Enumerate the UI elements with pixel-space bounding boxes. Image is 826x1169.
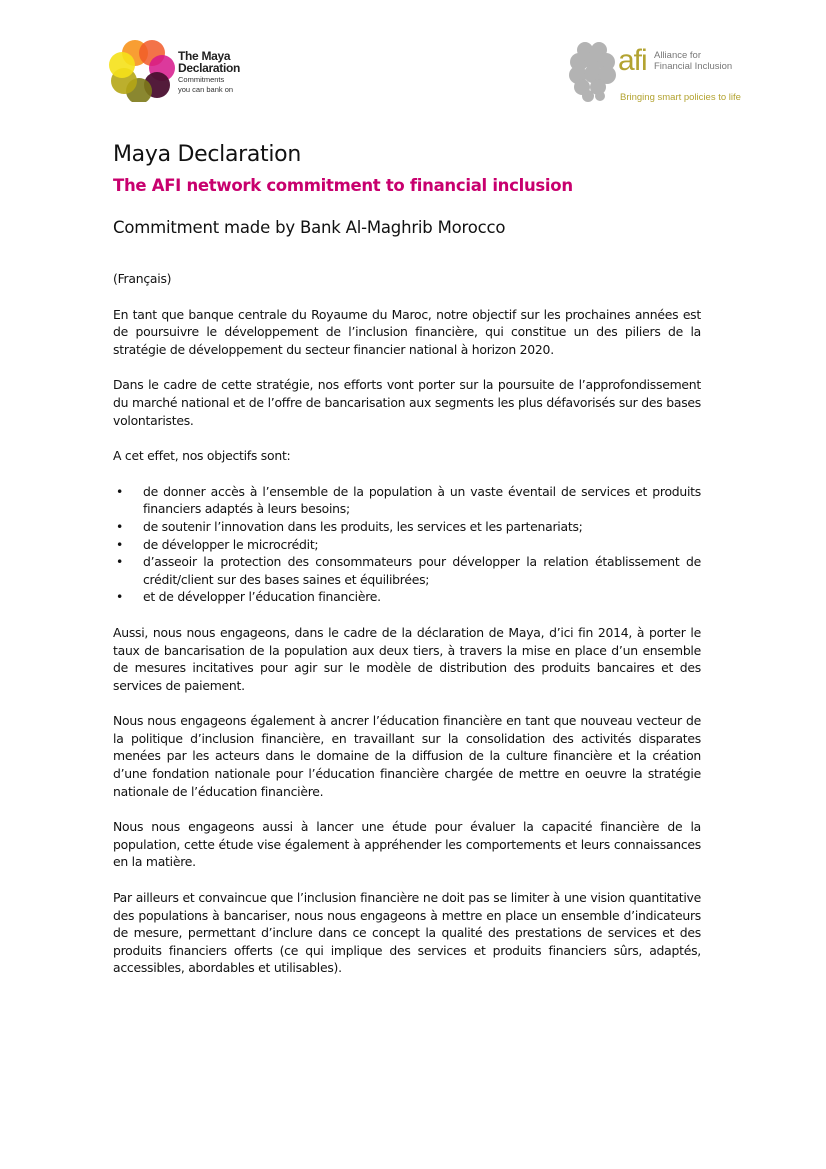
- maya-logo-title-1: The Maya: [178, 49, 231, 63]
- paragraph: Nous nous engageons aussi à lancer une étude pour évaluer la capacité financière de la population, cette étude vise également à appréhender les comportements et leurs connaissances en la matière.: [113, 819, 701, 870]
- bullet-icon: •: [116, 483, 124, 499]
- afi-wordmark: afi: [618, 44, 647, 77]
- bullet-icon: •: [116, 518, 124, 534]
- afi-logo: [568, 40, 758, 106]
- paragraph: Par ailleurs et convaincue que l’inclusion financière ne doit pas se limiter à une vision quantitative des populations à bancariser, nous nous engageons à mettre en place un ensemble d’indicateurs de mesure, permettant d’inclure dans ce concept la qualité des prestations de services et des produits financiers offerts (ce qui implique des services et produits financiers sûrs, adaptés, accessibles, abordables et utilisables).: [113, 890, 701, 976]
- bullet-icon: •: [116, 554, 124, 570]
- paragraph: Nous nous engageons également à ancrer l’éducation financière en tant que nouveau vecteur de la politique d’inclusion financière, en travaillant sur la consolidation des activités disparates menées par les acteurs dans le domaine de la diffusion de la culture financière et la création d’une fondation nationale pour l’éducation financière chargée de mettre en oeuvre la stratégie nationale de l’éducation financière.: [113, 713, 701, 799]
- list-item: [116, 553, 701, 588]
- commitment-heading: Commitment made by Bank Al-Maghrib Morocco: [113, 218, 506, 237]
- afi-name-line-2: Financial Inclusion: [654, 61, 733, 72]
- list-item-text: de développer le microcrédit;: [143, 536, 319, 552]
- bullet-icon: •: [116, 589, 124, 605]
- list-item-text: et de développer l’éducation financière.: [143, 589, 381, 605]
- maya-logo-sub-2: you can bank on: [178, 85, 234, 94]
- afi-tagline: Bringing smart policies to life: [620, 92, 741, 103]
- document-body: [113, 140, 701, 977]
- list-item: [116, 536, 701, 554]
- list-item: [116, 483, 701, 518]
- paragraph: En tant que banque centrale du Royaume du Maroc, notre objectif sur les prochaines années est de poursuivre le développement de l’inclusion financière, qui constitue un des piliers de la stratégie de développement du secteur financier national à horizon 2020.: [113, 306, 701, 357]
- paragraph: Aussi, nous nous engageons, dans le cadre de la déclaration de Maya, d’ici fin 2014, à porter le taux de bancarisation de la population aux deux tiers, à travers la mise en place d’un ensemble de mesures incitatives pour agir sur le modèle de distribution des produits bancaires et des services de paiement.: [113, 624, 701, 693]
- document-title: Maya Declaration: [113, 142, 301, 167]
- maya-flower-icon: [108, 38, 178, 102]
- afi-name-line-1: Alliance for: [654, 50, 701, 61]
- list-item-text: de soutenir l’innovation dans les produits, les services et les partenariats;: [143, 518, 583, 534]
- paragraph: A cet effet, nos objectifs sont:: [113, 448, 291, 464]
- paragraph: Dans le cadre de cette stratégie, nos efforts vont porter sur la poursuite de l’approfondissement du marché national et de l’offre de bancarisation aux segments les plus défavorisés sur des bases volontaristes.: [113, 377, 701, 428]
- maya-logo-sub-1: Commitments: [178, 75, 225, 84]
- list-item-text: d’asseoir la protection des consommateurs pour développer la relation établissement de crédit/client sur des bases saines et équilibrées;: [143, 554, 701, 587]
- bullet-icon: •: [116, 536, 124, 552]
- list-item-text: de donner accès à l’ensemble de la population à un vaste éventail de services et produits financiers adaptés à leurs besoins;: [143, 483, 701, 517]
- objectives-list: [113, 483, 701, 606]
- document-subtitle: The AFI network commitment to financial inclusion: [113, 176, 573, 195]
- language-label: (Français): [113, 271, 172, 286]
- maya-declaration-logo: [108, 38, 248, 102]
- afi-name: [654, 50, 732, 72]
- maya-logo-title-2: Declaration: [178, 61, 241, 75]
- list-item: [116, 588, 701, 606]
- list-item: [116, 518, 701, 536]
- afi-brain-icon: [568, 40, 620, 106]
